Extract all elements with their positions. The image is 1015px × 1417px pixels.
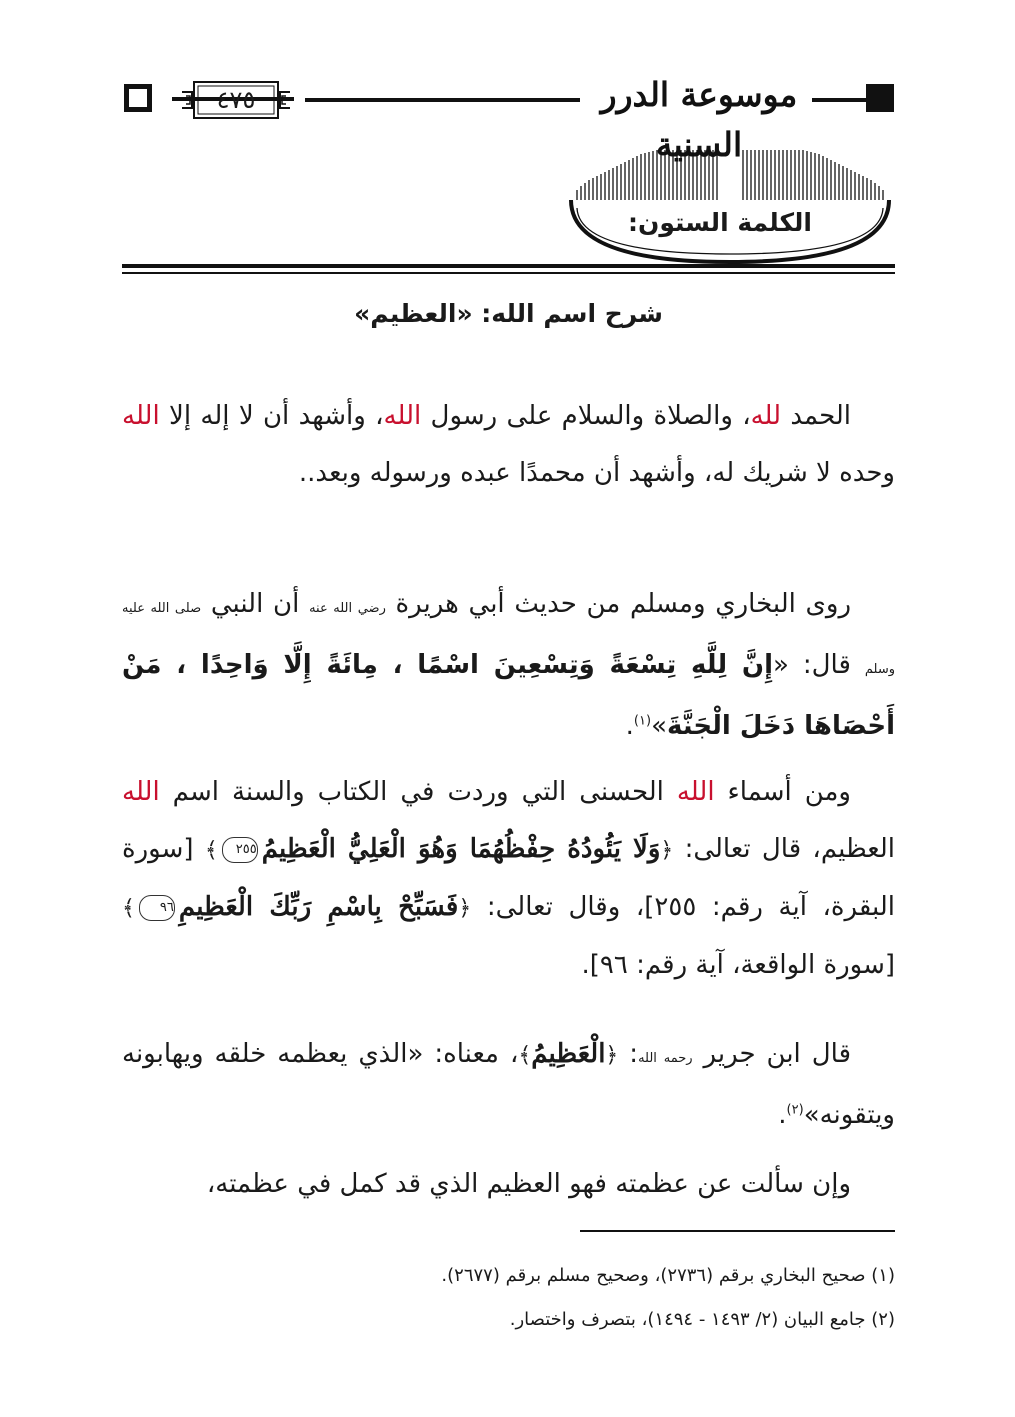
honorific-symbol: صلى الله عليه وسلم bbox=[122, 601, 896, 677]
text-run: [سورة البقرة، آية رقم: ٢٥٥]، وقال تعالى: bbox=[122, 834, 896, 922]
footnote-1: (١) صحيح البخاري برقم (٢٧٣٦)، وصحيح مسلم برقم (٢٦٧٧). bbox=[441, 1265, 895, 1286]
ayah-text: وَلَا يَئُودُهُ حِفْظُهُمَا وَهُوَ الْعَلِيُّ الْعَظِيمُ bbox=[261, 834, 661, 864]
text-run: العظيم، قال تعالى: bbox=[673, 834, 895, 864]
text-run: . bbox=[778, 1100, 787, 1130]
header-square-right bbox=[866, 84, 894, 112]
footnote-2: (٢) جامع البيان (٢/ ١٤٩٣ - ١٤٩٤)، بتصرف واختصار. bbox=[509, 1309, 895, 1330]
header-divider-thin bbox=[122, 272, 895, 274]
text-run: أن النبي bbox=[201, 589, 310, 619]
paragraph-ibn-jarir bbox=[122, 1026, 895, 1144]
paragraph-closing bbox=[122, 1156, 895, 1213]
header-rule-middle bbox=[305, 98, 580, 102]
quran-bracket-close: ﴾ bbox=[204, 838, 218, 863]
text-run: الحسنى التي وردت في الكتاب والسنة اسم bbox=[159, 777, 677, 807]
divine-name: لله bbox=[750, 401, 782, 431]
text-run: روى البخاري ومسلم من حديث أبي هريرة bbox=[385, 589, 852, 619]
quran-bracket-open: ﴿ bbox=[660, 838, 674, 863]
ayah-number: ٢٥٥ bbox=[222, 837, 258, 863]
text-run: ، وأشهد أن لا إله إلا bbox=[159, 401, 384, 431]
ayah-number: ٩٦ bbox=[139, 895, 175, 921]
text-run: ومن أسماء bbox=[714, 777, 851, 807]
quran-bracket-open: ﴿ bbox=[605, 1043, 619, 1068]
series-title: موسوعة الدرر السنية bbox=[600, 75, 798, 164]
divine-name: الله bbox=[383, 401, 422, 431]
text-run: قال: « bbox=[773, 650, 865, 680]
honorific-symbol: رضي الله عنه bbox=[309, 601, 386, 616]
footnote-divider bbox=[580, 1230, 895, 1232]
ayah-text: فَسَبِّحْ بِاسْمِ رَبِّكَ الْعَظِيمِ bbox=[178, 892, 459, 922]
divine-name: الله bbox=[122, 401, 160, 431]
quran-bracket-close: ﴾ bbox=[518, 1043, 532, 1068]
header-divider-thick bbox=[122, 264, 895, 268]
text-run: الحمد bbox=[781, 401, 852, 431]
header-square-left bbox=[124, 84, 152, 112]
hadith-text: إِنَّ لِلَّهِ تِسْعَةً وَتِسْعِينَ اسْمًا ، مِائَةً إِلَّا وَاحِدًا ، مَنْ أَحْصَاهَا دَخَلَ الْجَنَّةَ bbox=[122, 650, 895, 741]
text-run: وحده لا شريك له، وأشهد أن محمدًا عبده ورسوله وبعد.. bbox=[298, 458, 895, 488]
paragraph-hadith bbox=[122, 576, 895, 755]
quran-bracket-close: ﴾ bbox=[122, 896, 135, 921]
paragraph-quran bbox=[122, 764, 895, 994]
text-run: » bbox=[651, 711, 667, 741]
text-run: قال ابن جرير bbox=[692, 1039, 851, 1069]
ayah-text: الْعَظِيمُ bbox=[531, 1039, 606, 1069]
honorific-symbol: رحمه الله bbox=[638, 1051, 693, 1066]
footnote-ref[interactable]: (١) bbox=[633, 713, 652, 729]
quran-bracket-open: ﴿ bbox=[458, 896, 472, 921]
text-run: ، معناه: «الذي يعظمه خلقه ويهابونه ويتقونه» bbox=[122, 1039, 895, 1130]
text-run: : bbox=[618, 1039, 639, 1069]
page-number: ٤٧٥ bbox=[216, 86, 256, 114]
section-heading: شرح اسم الله: «العظيم» bbox=[354, 299, 663, 328]
divine-name: الله bbox=[676, 777, 715, 807]
text-run: وإن سألت عن عظمته فهو العظيم الذي قد كمل في عظمته، bbox=[206, 1169, 851, 1199]
text-run: ، والصلاة والسلام على رسول bbox=[421, 401, 751, 431]
footnote-ref[interactable]: (٢) bbox=[786, 1102, 804, 1118]
text-run: [سورة الواقعة، آية رقم: ٩٦]. bbox=[581, 950, 895, 980]
text-run: . bbox=[625, 711, 634, 741]
paragraph-intro bbox=[122, 388, 895, 502]
divine-name: الله bbox=[122, 777, 160, 807]
header-rule-right bbox=[812, 98, 872, 102]
chapter-label: الكلمة الستون: bbox=[628, 208, 812, 237]
